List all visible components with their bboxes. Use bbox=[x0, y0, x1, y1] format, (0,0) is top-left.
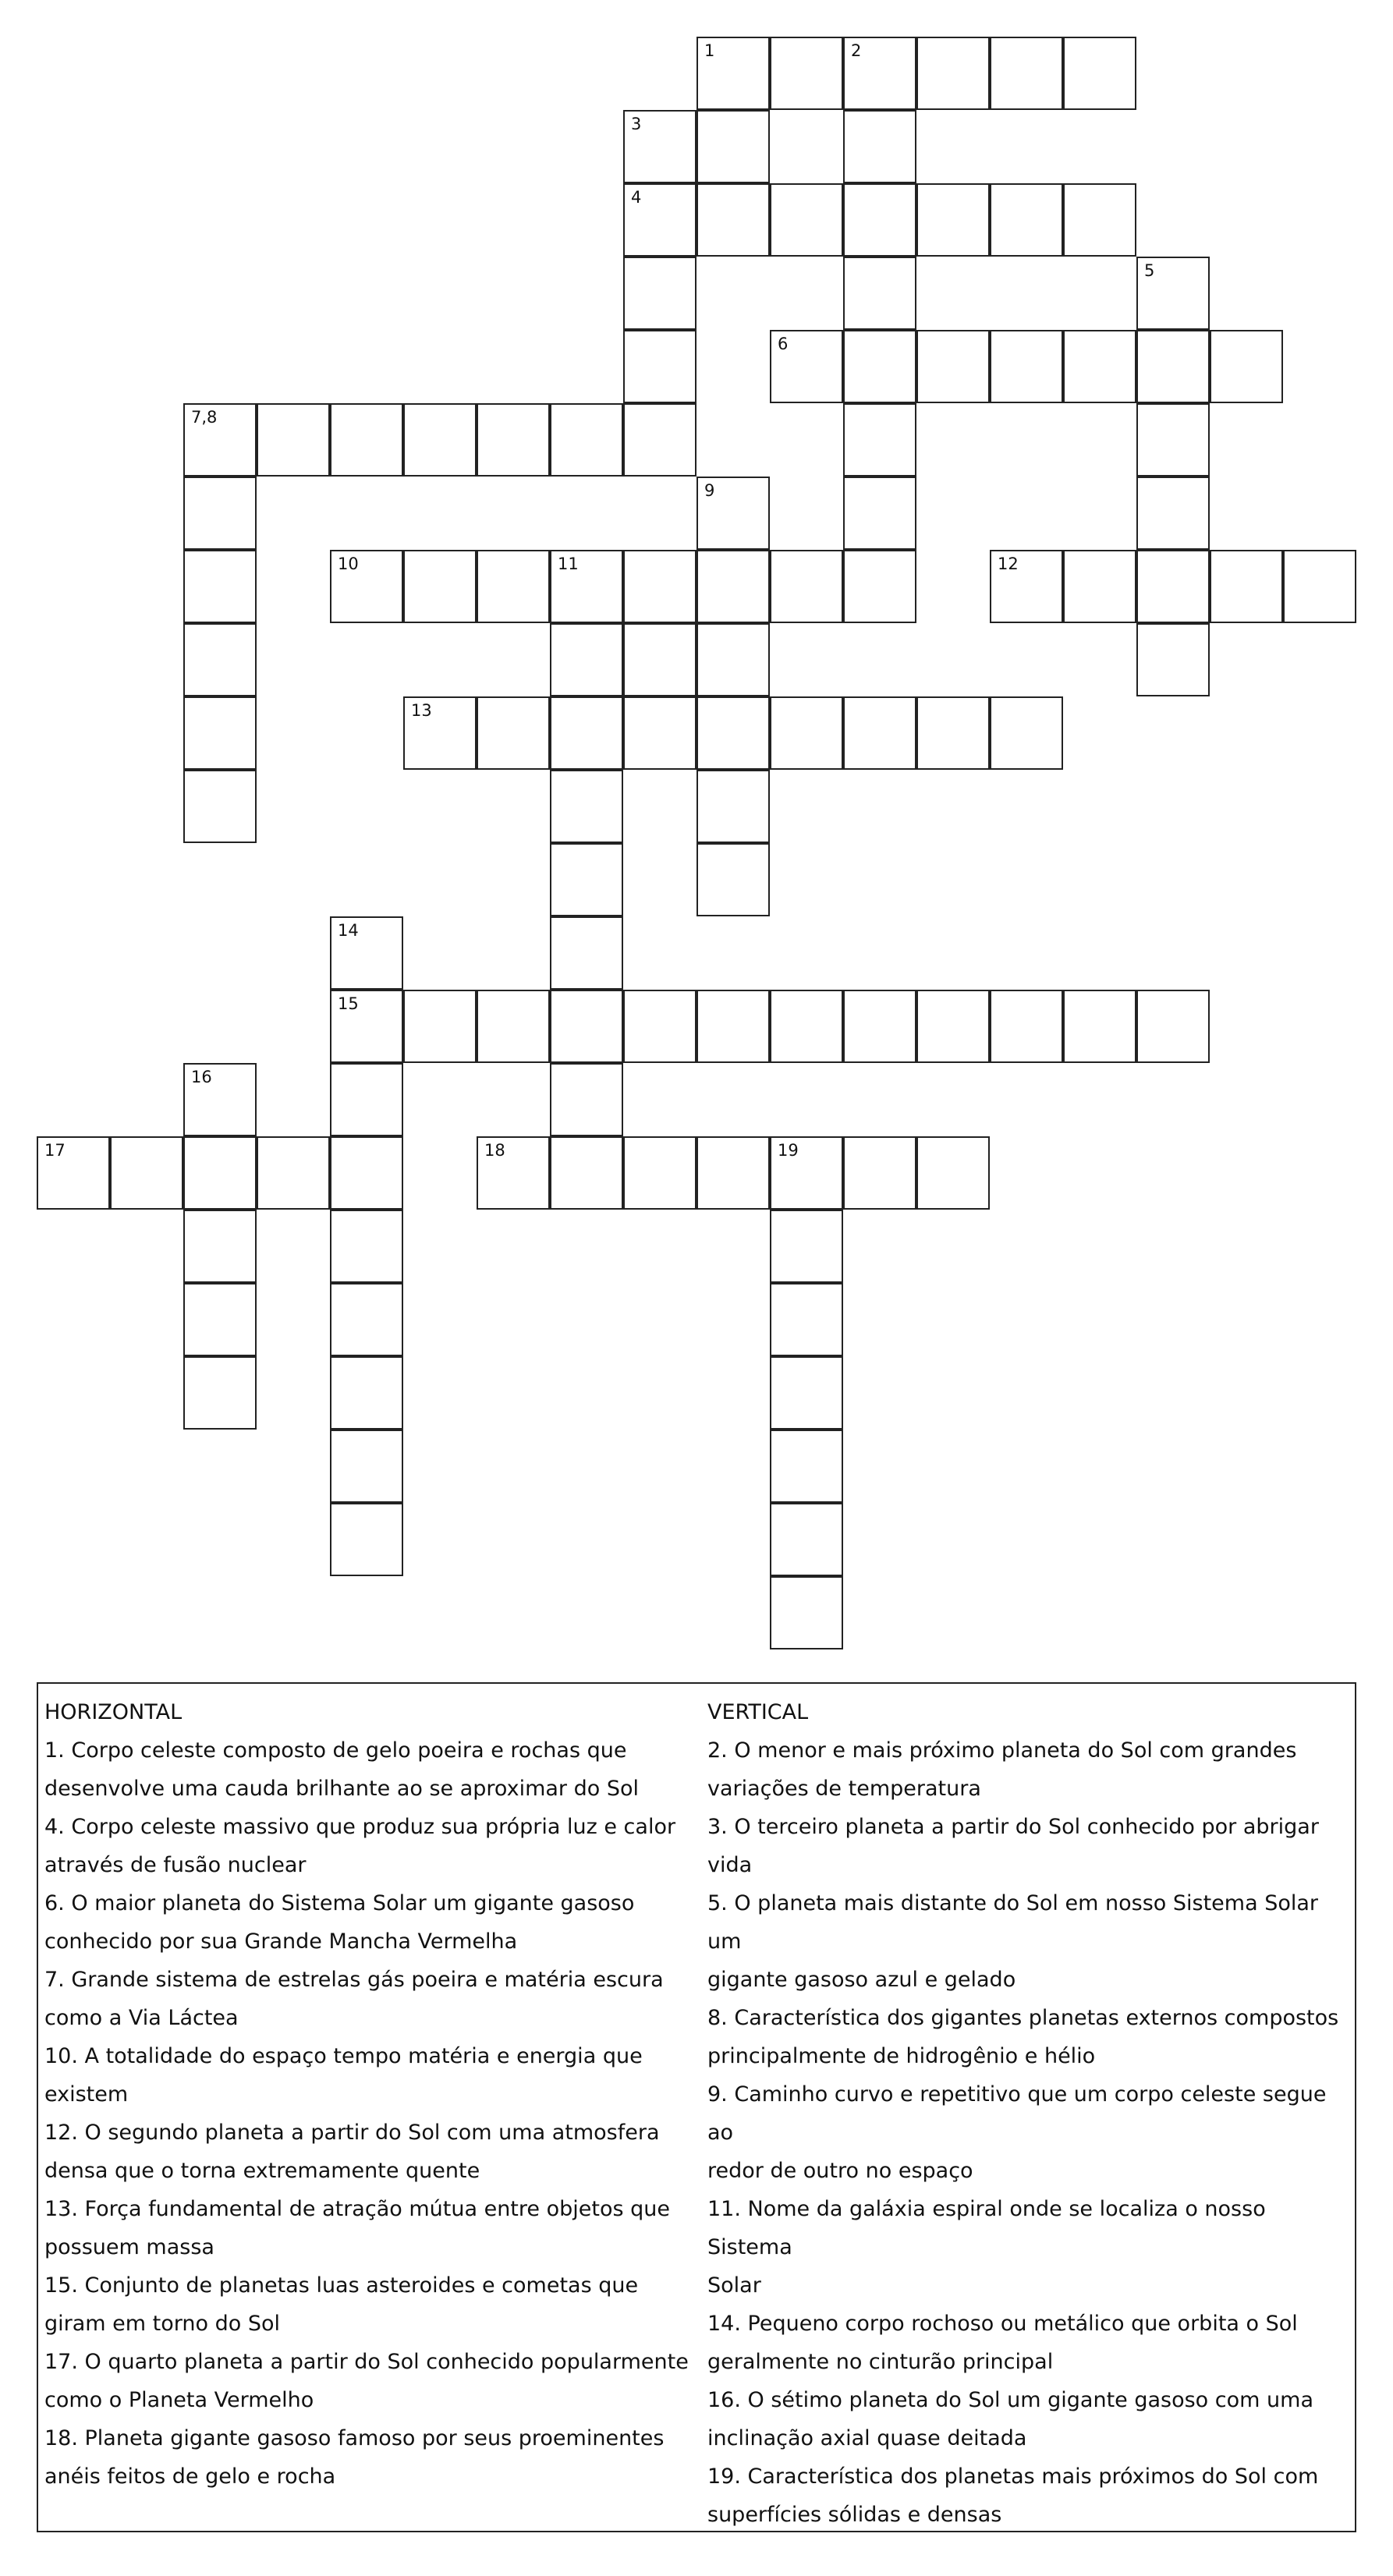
crossword-cell[interactable] bbox=[183, 1283, 257, 1356]
crossword-cell[interactable] bbox=[696, 623, 770, 696]
crossword-cell[interactable] bbox=[110, 1136, 183, 1210]
clue-number: 18 bbox=[484, 1141, 505, 1160]
vertical-clue-line: 3. O terceiro planeta a partir do Sol conhecido por abrigar bbox=[707, 1815, 1319, 1839]
horizontal-clue-line: giram em torno do Sol bbox=[44, 2312, 281, 2336]
crossword-cell[interactable] bbox=[770, 37, 843, 110]
vertical-clue-line: 16. O sétimo planeta do Sol um gigante gasoso com uma bbox=[707, 2388, 1313, 2412]
crossword-cell[interactable] bbox=[916, 1136, 990, 1210]
horizontal-clue-line: 13. Força fundamental de atração mútua entre objetos que bbox=[44, 2197, 670, 2221]
clue-number: 17 bbox=[44, 1141, 66, 1160]
horizontal-clue-line: densa que o torna extremamente quente bbox=[44, 2159, 480, 2183]
crossword-cell[interactable] bbox=[1136, 330, 1210, 403]
crossword-cell[interactable] bbox=[916, 37, 990, 110]
clue-number: 13 bbox=[411, 701, 432, 720]
crossword-cell[interactable] bbox=[257, 403, 330, 477]
crossword-cell[interactable] bbox=[696, 770, 770, 843]
crossword-cell[interactable] bbox=[403, 550, 477, 623]
vertical-clue-line: 8. Característica dos gigantes planetas externos compostos bbox=[707, 2006, 1339, 2030]
vertical-title: VERTICAL bbox=[707, 1700, 809, 1724]
crossword-cell-17[interactable] bbox=[37, 1136, 110, 1210]
crossword-cell[interactable] bbox=[330, 1503, 403, 1576]
crossword-cell[interactable] bbox=[770, 1576, 843, 1649]
horizontal-clue-line: 4. Corpo celeste massivo que produz sua própria luz e calor bbox=[44, 1815, 676, 1839]
crossword-cell[interactable] bbox=[843, 330, 916, 403]
horizontal-clue-line: como a Via Láctea bbox=[44, 2006, 239, 2030]
crossword-cell[interactable] bbox=[843, 696, 916, 770]
crossword-cell[interactable] bbox=[183, 550, 257, 623]
crossword-cell[interactable] bbox=[1136, 623, 1210, 696]
horizontal-clue-line: 15. Conjunto de planetas luas asteroides e cometas que bbox=[44, 2273, 639, 2298]
crossword-cell[interactable] bbox=[770, 990, 843, 1063]
crossword-cell[interactable] bbox=[916, 330, 990, 403]
crossword-cell-5[interactable] bbox=[1136, 257, 1210, 330]
crossword-cell[interactable] bbox=[1136, 477, 1210, 550]
crossword-cell-16[interactable] bbox=[183, 1063, 257, 1136]
crossword-cell-11[interactable] bbox=[550, 550, 623, 623]
crossword-cell[interactable] bbox=[550, 916, 623, 990]
vertical-clue-line: geralmente no cinturão principal bbox=[707, 2350, 1054, 2374]
horizontal-clue-line: 7. Grande sistema de estrelas gás poeira e matéria escura bbox=[44, 1968, 664, 1992]
crossword-cell[interactable] bbox=[990, 183, 1063, 257]
crossword-cell-15[interactable] bbox=[330, 990, 403, 1063]
crossword-cell[interactable] bbox=[696, 550, 770, 623]
crossword-cell[interactable] bbox=[1210, 550, 1283, 623]
vertical-clue-line: variações de temperatura bbox=[707, 1777, 981, 1801]
crossword-cell[interactable] bbox=[183, 623, 257, 696]
crossword-cell[interactable] bbox=[990, 990, 1063, 1063]
crossword-cell[interactable] bbox=[696, 183, 770, 257]
vertical-clue-line: gigante gasoso azul e gelado bbox=[707, 1968, 1016, 1992]
vertical-clue-line: 19. Característica dos planetas mais próximos do Sol com bbox=[707, 2464, 1319, 2489]
crossword-cell[interactable] bbox=[843, 183, 916, 257]
crossword-cell[interactable] bbox=[1136, 990, 1210, 1063]
crossword-cell[interactable] bbox=[1136, 403, 1210, 477]
horizontal-clue-line: 12. O segundo planeta a partir do Sol com uma atmosfera bbox=[44, 2121, 660, 2145]
crossword-cell[interactable] bbox=[770, 1430, 843, 1503]
crossword-cell[interactable] bbox=[330, 1283, 403, 1356]
crossword-cell[interactable] bbox=[1063, 183, 1136, 257]
clue-number: 9 bbox=[704, 481, 715, 500]
crossword-cell[interactable] bbox=[477, 696, 550, 770]
crossword-cell-14[interactable] bbox=[330, 916, 403, 990]
horizontal-clue-line: como o Planeta Vermelho bbox=[44, 2388, 314, 2412]
crossword-cell[interactable] bbox=[550, 1136, 623, 1210]
vertical-clue-line: Solar bbox=[707, 2273, 761, 2298]
crossword-cell[interactable] bbox=[696, 696, 770, 770]
crossword-cell[interactable] bbox=[623, 257, 696, 330]
crossword-cell[interactable] bbox=[1283, 550, 1356, 623]
crossword-cell-12[interactable] bbox=[990, 550, 1063, 623]
crossword-cell[interactable] bbox=[550, 403, 623, 477]
crossword-cell-7-8[interactable] bbox=[183, 403, 257, 477]
crossword-cell[interactable] bbox=[770, 1503, 843, 1576]
clue-number: 14 bbox=[338, 921, 359, 940]
crossword-cell[interactable] bbox=[550, 770, 623, 843]
vertical-clue-line: 9. Caminho curvo e repetitivo que um corpo celeste segue ao bbox=[707, 2082, 1327, 2145]
vertical-clue-line: principalmente de hidrogênio e hélio bbox=[707, 2044, 1096, 2068]
crossword-cell[interactable] bbox=[916, 696, 990, 770]
crossword-cell[interactable] bbox=[550, 843, 623, 916]
crossword-cell[interactable] bbox=[843, 1136, 916, 1210]
crossword-cell[interactable] bbox=[770, 550, 843, 623]
clue-number: 2 bbox=[851, 41, 862, 60]
crossword-cell-10[interactable] bbox=[330, 550, 403, 623]
horizontal-clue-line: anéis feitos de gelo e rocha bbox=[44, 2464, 336, 2489]
crossword-cell[interactable] bbox=[623, 1136, 696, 1210]
clue-number: 4 bbox=[631, 188, 642, 207]
crossword-cell[interactable] bbox=[1063, 37, 1136, 110]
crossword-cell[interactable] bbox=[403, 990, 477, 1063]
crossword-cell[interactable] bbox=[990, 696, 1063, 770]
crossword-cell[interactable] bbox=[183, 477, 257, 550]
crossword-cell[interactable] bbox=[1063, 550, 1136, 623]
crossword-cell[interactable] bbox=[183, 696, 257, 770]
clue-number: 12 bbox=[998, 555, 1019, 573]
crossword-cell[interactable] bbox=[696, 990, 770, 1063]
crossword-cell-1[interactable] bbox=[696, 37, 770, 110]
crossword-cell-18[interactable] bbox=[477, 1136, 550, 1210]
crossword-cell[interactable] bbox=[623, 550, 696, 623]
crossword-cell[interactable] bbox=[990, 37, 1063, 110]
crossword-cell[interactable] bbox=[550, 1063, 623, 1136]
horizontal-clue-line: através de fusão nuclear bbox=[44, 1853, 307, 1877]
clue-number: 3 bbox=[631, 115, 642, 133]
vertical-clue-line: superfícies sólidas e densas bbox=[707, 2503, 1002, 2527]
crossword-cell[interactable] bbox=[696, 110, 770, 183]
crossword-cell[interactable] bbox=[696, 1136, 770, 1210]
crossword-cell[interactable] bbox=[916, 990, 990, 1063]
vertical-clues bbox=[707, 1693, 1355, 2534]
vertical-clue-line: 11. Nome da galáxia espiral onde se localiza o nosso Sistema bbox=[707, 2197, 1266, 2259]
crossword-cell[interactable] bbox=[843, 990, 916, 1063]
crossword-cell[interactable] bbox=[770, 696, 843, 770]
crossword-cell[interactable] bbox=[183, 1356, 257, 1430]
crossword-cell[interactable] bbox=[1063, 990, 1136, 1063]
crossword-cell[interactable] bbox=[1210, 330, 1283, 403]
horizontal-clue-line: possuem massa bbox=[44, 2235, 214, 2259]
horizontal-clue-line: 10. A totalidade do espaço tempo matéria e energia que bbox=[44, 2044, 643, 2068]
horizontal-clues bbox=[44, 1693, 692, 2496]
crossword-cell[interactable] bbox=[843, 550, 916, 623]
crossword-cell[interactable] bbox=[550, 990, 623, 1063]
clue-number: 19 bbox=[778, 1141, 799, 1160]
clue-number: 5 bbox=[1144, 261, 1155, 280]
horizontal-clue-line: 1. Corpo celeste composto de gelo poeira e rochas que bbox=[44, 1738, 627, 1763]
crossword-cell[interactable] bbox=[623, 696, 696, 770]
horizontal-clue-line: 6. O maior planeta do Sistema Solar um gigante gasoso bbox=[44, 1891, 635, 1915]
clue-number: 6 bbox=[778, 335, 789, 353]
clue-number: 1 bbox=[704, 41, 715, 60]
crossword-cell[interactable] bbox=[477, 990, 550, 1063]
crossword-cell-4[interactable] bbox=[623, 183, 696, 257]
crossword-cell[interactable] bbox=[623, 330, 696, 403]
crossword-cell[interactable] bbox=[990, 330, 1063, 403]
vertical-clue-line: 2. O menor e mais próximo planeta do Sol com grandes bbox=[707, 1738, 1297, 1763]
horizontal-clue-line: 18. Planeta gigante gasoso famoso por seus proeminentes bbox=[44, 2426, 665, 2450]
crossword-cell[interactable] bbox=[183, 1210, 257, 1283]
crossword-cell[interactable] bbox=[330, 1356, 403, 1430]
crossword-cell-19[interactable] bbox=[770, 1136, 843, 1210]
clue-number: 15 bbox=[338, 994, 359, 1013]
crossword-cell-9[interactable] bbox=[696, 477, 770, 550]
crossword-cell[interactable] bbox=[330, 1136, 403, 1210]
crossword-cell[interactable] bbox=[477, 550, 550, 623]
horizontal-clue-line: conhecido por sua Grande Mancha Vermelha bbox=[44, 1929, 518, 1954]
crossword-cell-2[interactable] bbox=[843, 37, 916, 110]
crossword-cell[interactable] bbox=[403, 403, 477, 477]
clue-number: 11 bbox=[558, 555, 579, 573]
crossword-cell[interactable] bbox=[257, 1136, 330, 1210]
vertical-clue-line: vida bbox=[707, 1853, 753, 1877]
horizontal-clue-line: desenvolve uma cauda brilhante ao se aproximar do Sol bbox=[44, 1777, 640, 1801]
vertical-clue-line: inclinação axial quase deitada bbox=[707, 2426, 1027, 2450]
crossword-cell[interactable] bbox=[623, 990, 696, 1063]
crossword-cell[interactable] bbox=[1063, 330, 1136, 403]
crossword-cell[interactable] bbox=[696, 843, 770, 916]
crossword-cell[interactable] bbox=[477, 403, 550, 477]
crossword-cell[interactable] bbox=[770, 1283, 843, 1356]
horizontal-clue-line: existem bbox=[44, 2082, 129, 2107]
crossword-cell[interactable] bbox=[330, 1430, 403, 1503]
crossword-cell[interactable] bbox=[183, 1136, 257, 1210]
crossword-cell[interactable] bbox=[843, 257, 916, 330]
crossword-cell[interactable] bbox=[623, 403, 696, 477]
crossword-cell[interactable] bbox=[843, 403, 916, 477]
crossword-cell[interactable] bbox=[330, 403, 403, 477]
crossword-cell[interactable] bbox=[843, 110, 916, 183]
horizontal-clue-line: 17. O quarto planeta a partir do Sol conhecido popularmente bbox=[44, 2350, 689, 2374]
crossword-cell[interactable] bbox=[330, 1063, 403, 1136]
crossword-cell-3[interactable] bbox=[623, 110, 696, 183]
crossword-cell[interactable] bbox=[330, 1210, 403, 1283]
crossword-cell[interactable] bbox=[770, 1356, 843, 1430]
crossword-cell[interactable] bbox=[550, 623, 623, 696]
clue-number: 7,8 bbox=[191, 408, 218, 427]
crossword-cell[interactable] bbox=[770, 1210, 843, 1283]
crossword-cell[interactable] bbox=[843, 477, 916, 550]
vertical-clue-line: 14. Pequeno corpo rochoso ou metálico que orbita o Sol bbox=[707, 2312, 1298, 2336]
crossword-cell[interactable] bbox=[623, 623, 696, 696]
vertical-clue-line: 5. O planeta mais distante do Sol em nosso Sistema Solar um bbox=[707, 1891, 1319, 1954]
horizontal-title: HORIZONTAL bbox=[44, 1700, 183, 1724]
clues-box bbox=[37, 1682, 1356, 2532]
clue-number: 16 bbox=[191, 1068, 212, 1086]
crossword-cell-6[interactable] bbox=[770, 330, 843, 403]
crossword-cell[interactable] bbox=[550, 696, 623, 770]
crossword-cell[interactable] bbox=[916, 183, 990, 257]
crossword-cell[interactable] bbox=[1136, 550, 1210, 623]
crossword-cell[interactable] bbox=[183, 770, 257, 843]
clue-number: 10 bbox=[338, 555, 359, 573]
crossword-cell-13[interactable] bbox=[403, 696, 477, 770]
crossword-cell[interactable] bbox=[770, 183, 843, 257]
vertical-clue-line: redor de outro no espaço bbox=[707, 2159, 973, 2183]
